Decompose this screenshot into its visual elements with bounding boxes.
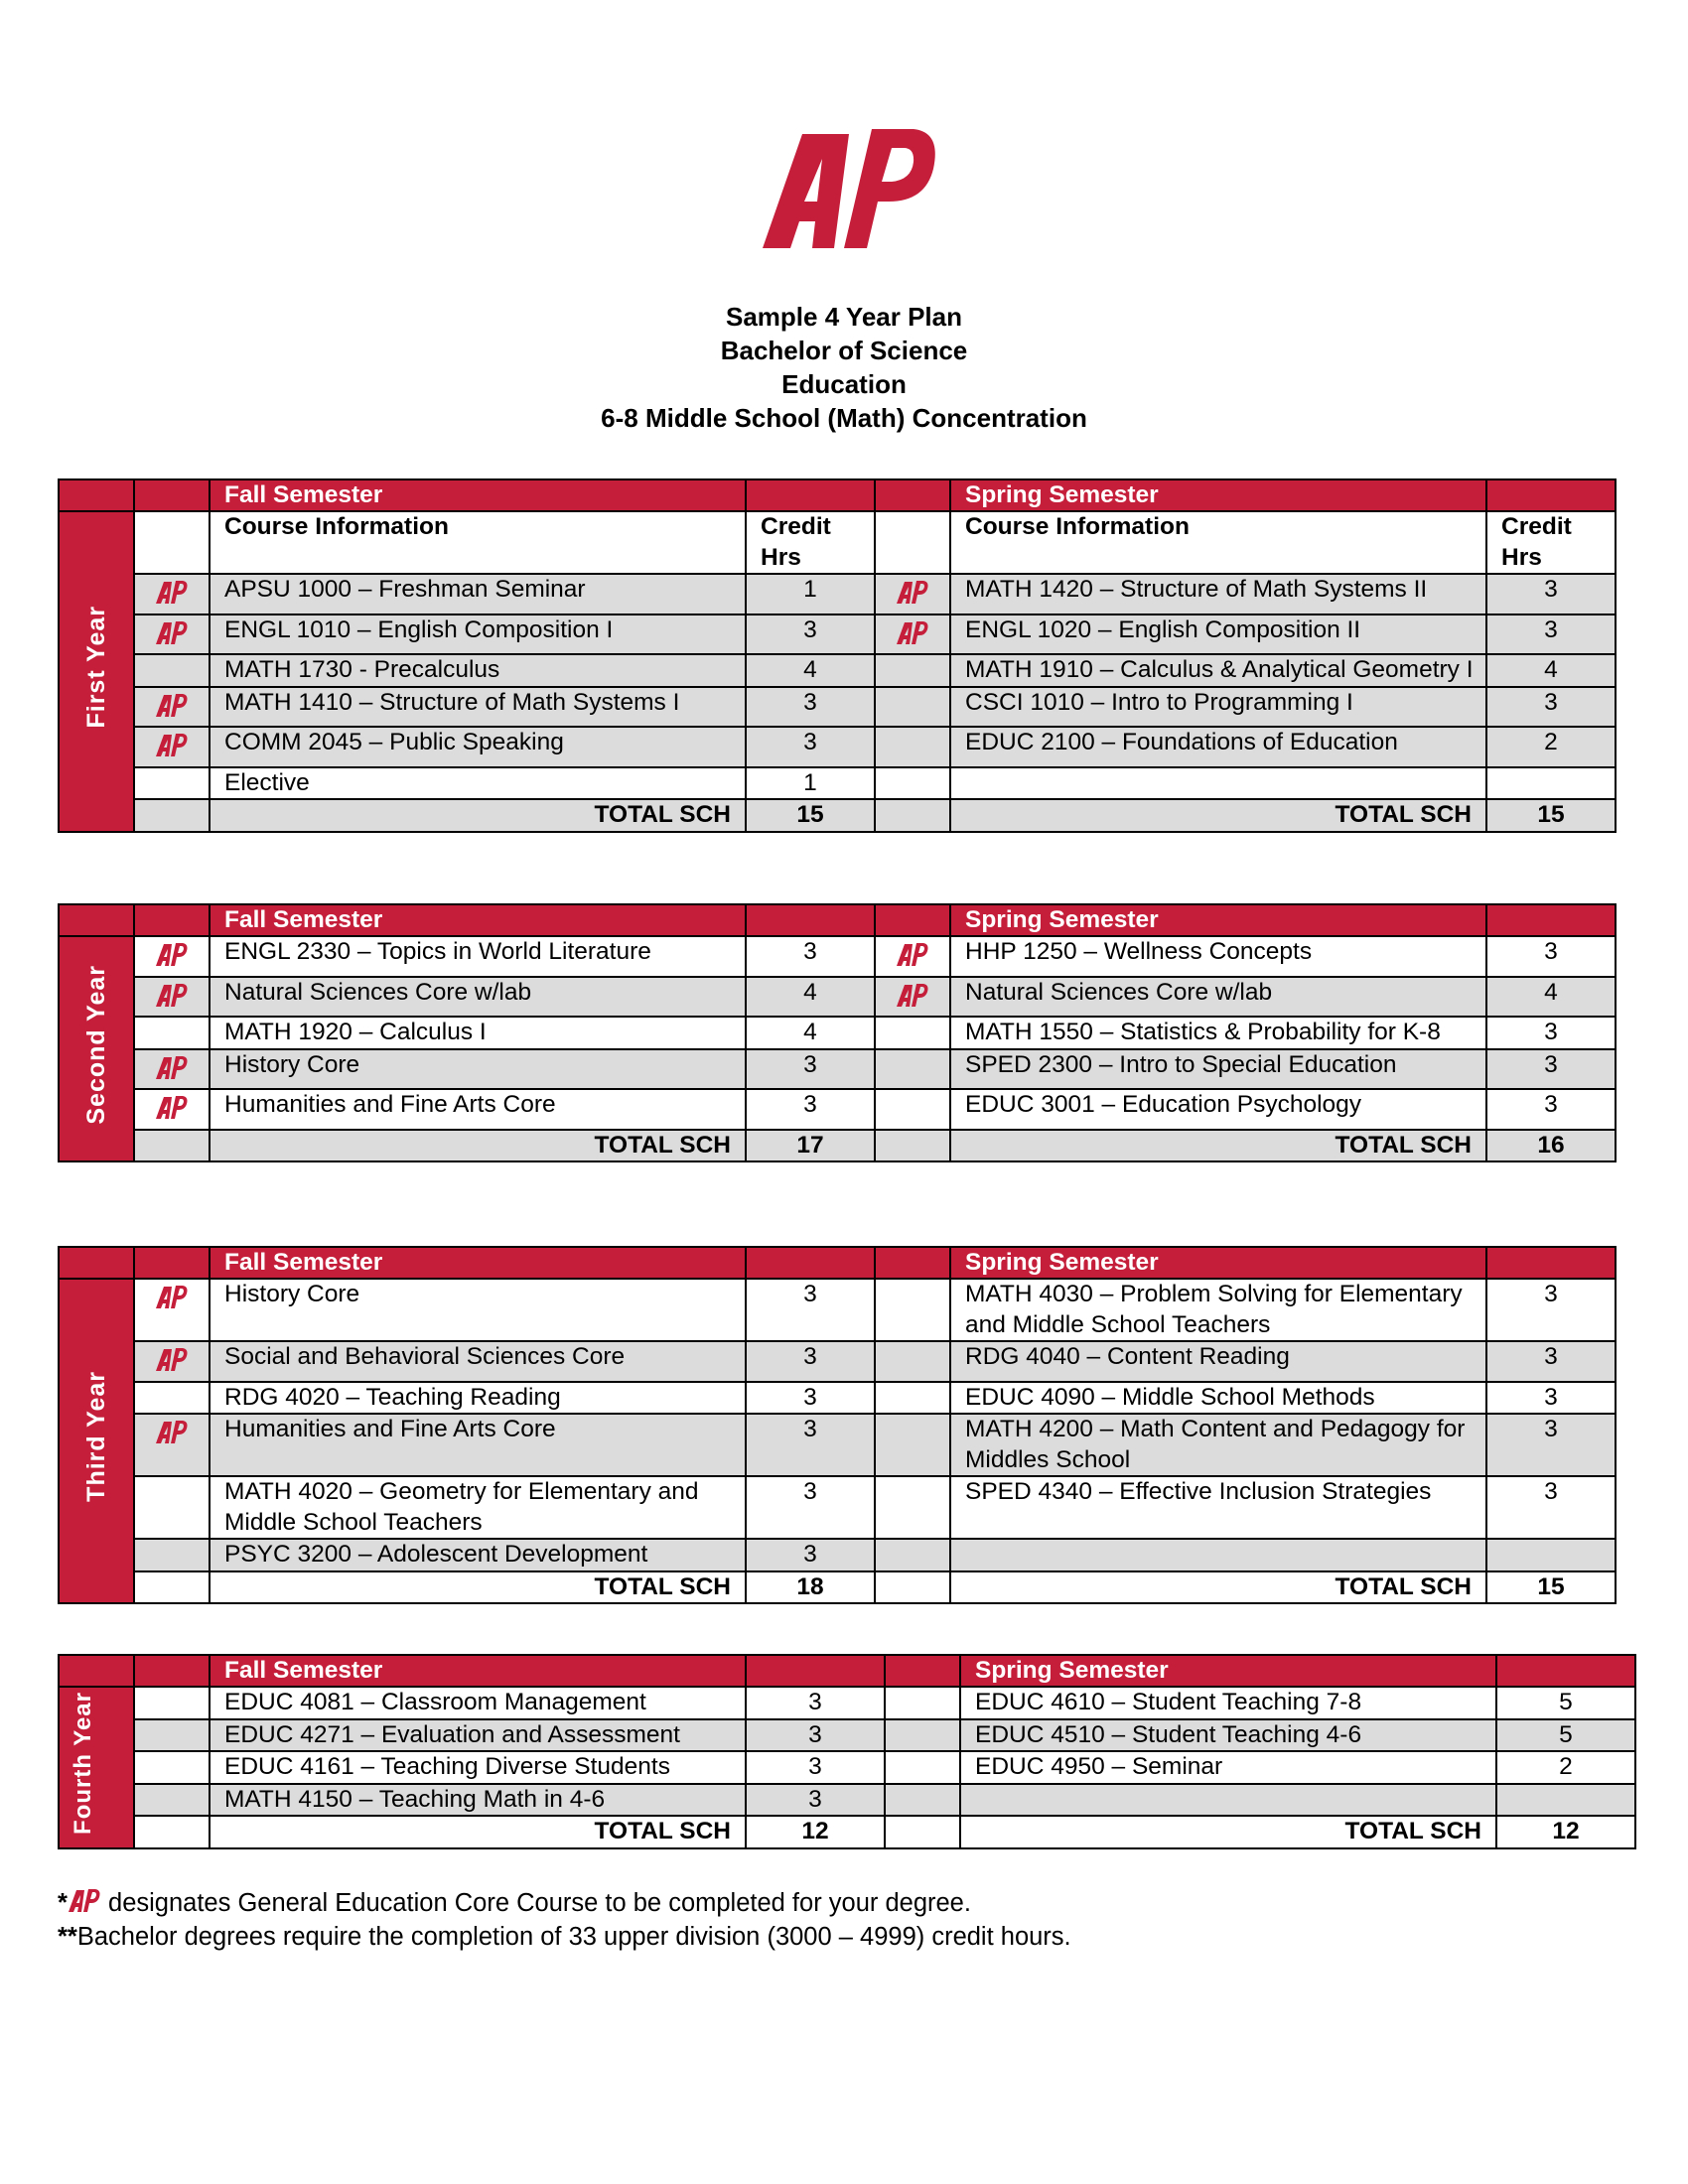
spring-core-marker	[875, 1382, 950, 1415]
course-row	[59, 574, 1616, 614]
fall-semester-header: Fall Semester	[210, 1247, 746, 1279]
fall-course: APSU 1000 – Freshman Seminar	[210, 574, 746, 614]
spring-core-marker	[875, 767, 950, 800]
fall-course: History Core	[210, 1279, 746, 1341]
spring-course: EDUC 4090 – Middle School Methods	[950, 1382, 1486, 1415]
spring-course: HHP 1250 – Wellness Concepts	[950, 936, 1486, 977]
title-line-3: Education	[781, 369, 907, 399]
spring-core-marker	[875, 1017, 950, 1049]
fall-credit: 3	[746, 1719, 885, 1752]
fall-core-marker	[134, 1017, 210, 1049]
year-name: First Year	[82, 606, 110, 729]
spring-course	[950, 767, 1486, 800]
spring-total-label: TOTAL SCH	[950, 799, 1486, 832]
fall-course: MATH 4020 – Geometry for Elementary and Middle School Teachers	[210, 1476, 746, 1539]
spring-course: MATH 1420 – Structure of Math Systems II	[950, 574, 1486, 614]
ap-core-icon	[155, 1094, 189, 1120]
total-icon-cell	[875, 1130, 950, 1162]
credit-hrs-header: Credit Hrs	[746, 511, 875, 574]
fall-total: 15	[746, 799, 875, 832]
spring-core-marker	[885, 1687, 960, 1719]
spring-core-marker	[875, 1539, 950, 1571]
spring-credit: 3	[1486, 1476, 1616, 1539]
footnote-star: *	[58, 1889, 68, 1917]
year-table	[58, 903, 1617, 1162]
spring-credit: 3	[1486, 1017, 1616, 1049]
spring-course: SPED 4340 – Effective Inclusion Strategies	[950, 1476, 1486, 1539]
fall-semester-header: Fall Semester	[210, 1655, 746, 1687]
credit-hrs-header: Credit Hrs	[1486, 511, 1616, 574]
total-row	[59, 1816, 1635, 1848]
fall-core-marker	[134, 654, 210, 687]
course-row	[59, 1414, 1616, 1476]
year-table	[58, 1246, 1617, 1604]
spring-core-marker	[885, 1751, 960, 1784]
year-name: Third Year	[82, 1371, 110, 1503]
spring-credit: 2	[1486, 727, 1616, 767]
spring-course: EDUC 3001 – Education Psychology	[950, 1089, 1486, 1130]
spring-core-marker	[875, 1089, 950, 1130]
year-label-cell	[59, 479, 134, 511]
fall-credit: 3	[746, 687, 875, 728]
fall-credit: 3	[746, 1476, 875, 1539]
course-row	[59, 1687, 1635, 1719]
icon-cell	[875, 511, 950, 574]
footnotes	[58, 1886, 1071, 1954]
header-icon-cell	[885, 1655, 960, 1687]
spring-credit: 3	[1486, 1049, 1616, 1090]
footnote-stars: **	[58, 1923, 77, 1951]
total-icon-cell	[875, 799, 950, 832]
ap-core-icon	[68, 1887, 101, 1913]
fall-credit-header	[746, 904, 875, 936]
fall-course: History Core	[210, 1049, 746, 1090]
course-info-header: Course Information	[950, 511, 1486, 574]
year-table	[58, 478, 1617, 833]
course-row	[59, 1089, 1616, 1130]
spring-core-marker	[885, 1719, 960, 1752]
spring-credit: 3	[1486, 1382, 1616, 1415]
fall-credit: 3	[746, 1089, 875, 1130]
course-row	[59, 1719, 1635, 1752]
total-icon-cell	[885, 1816, 960, 1848]
fall-total: 17	[746, 1130, 875, 1162]
ap-core-icon	[155, 1054, 189, 1080]
spring-credit-header	[1496, 1655, 1635, 1687]
footnote-upper-division	[58, 1920, 1071, 1954]
spring-credit: 3	[1486, 574, 1616, 614]
fall-semester-header: Fall Semester	[210, 479, 746, 511]
spring-core-marker	[875, 574, 950, 614]
fall-credit-header	[746, 1655, 885, 1687]
spring-course: RDG 4040 – Content Reading	[950, 1341, 1486, 1382]
title-line-1: Sample 4 Year Plan	[726, 302, 962, 332]
year-label	[59, 1279, 134, 1603]
fall-credit: 4	[746, 1017, 875, 1049]
ap-core-icon	[155, 732, 189, 757]
total-icon-cell	[134, 1130, 210, 1162]
year-name: Second Year	[82, 964, 110, 1125]
fall-course: EDUC 4271 – Evaluation and Assessment	[210, 1719, 746, 1752]
spring-course	[960, 1784, 1496, 1817]
spring-total-label: TOTAL SCH	[960, 1816, 1496, 1848]
total-icon-cell	[134, 799, 210, 832]
fall-course: Social and Behavioral Sciences Core	[210, 1341, 746, 1382]
fall-core-marker	[134, 1719, 210, 1752]
fall-credit: 3	[746, 1784, 885, 1817]
header-icon-cell	[134, 479, 210, 511]
fall-credit: 3	[746, 1687, 885, 1719]
header-icon-cell	[134, 1655, 210, 1687]
ap-core-icon	[155, 619, 189, 645]
year-name: Fourth Year	[70, 1692, 96, 1835]
fall-course: RDG 4020 – Teaching Reading	[210, 1382, 746, 1415]
spring-core-marker	[875, 654, 950, 687]
header-icon-cell	[134, 904, 210, 936]
fall-core-marker	[134, 1539, 210, 1571]
fall-credit: 3	[746, 1341, 875, 1382]
year-label	[59, 936, 134, 1161]
total-row	[59, 799, 1616, 832]
course-row	[59, 1751, 1635, 1784]
spring-semester-header: Spring Semester	[950, 1247, 1486, 1279]
fall-course: EDUC 4081 – Classroom Management	[210, 1687, 746, 1719]
spring-total: 12	[1496, 1816, 1635, 1848]
spring-total: 16	[1486, 1130, 1616, 1162]
ap-core-icon	[155, 1284, 189, 1309]
spring-course: EDUC 4610 – Student Teaching 7-8	[960, 1687, 1496, 1719]
fall-course: Humanities and Fine Arts Core	[210, 1414, 746, 1476]
total-row	[59, 1130, 1616, 1162]
footnote-text-2: Bachelor degrees require the completion of 33 upper division (3000 – 4999) credit hours.	[76, 1923, 1071, 1951]
fall-core-marker	[134, 574, 210, 614]
spring-credit: 4	[1486, 654, 1616, 687]
spring-total: 15	[1486, 1571, 1616, 1604]
fall-core-marker	[134, 1341, 210, 1382]
footnote-core	[58, 1886, 1071, 1920]
course-row	[59, 1017, 1616, 1049]
ap-core-icon	[155, 692, 189, 718]
year-label-cell	[59, 1247, 134, 1279]
fall-course: COMM 2045 – Public Speaking	[210, 727, 746, 767]
fall-credit: 3	[746, 1382, 875, 1415]
spring-core-marker	[875, 936, 950, 977]
fall-course: Natural Sciences Core w/lab	[210, 977, 746, 1018]
spring-course: CSCI 1010 – Intro to Programming I	[950, 687, 1486, 728]
fall-course: Elective	[210, 767, 746, 800]
plan-title	[0, 300, 1688, 435]
fall-course: MATH 1730 - Precalculus	[210, 654, 746, 687]
spring-core-marker	[875, 1049, 950, 1090]
spring-core-marker	[875, 1341, 950, 1382]
ap-core-icon	[155, 579, 189, 605]
ap-core-icon	[155, 1346, 189, 1372]
course-row	[59, 654, 1616, 687]
spring-course: MATH 4200 – Math Content and Pedagogy for Middles School	[950, 1414, 1486, 1476]
fall-course: MATH 1920 – Calculus I	[210, 1017, 746, 1049]
course-row	[59, 1279, 1616, 1341]
spring-credit: 3	[1486, 614, 1616, 655]
fall-total-label: TOTAL SCH	[210, 1571, 746, 1604]
fall-credit: 1	[746, 574, 875, 614]
spring-core-marker	[875, 1414, 950, 1476]
fall-credit: 3	[746, 936, 875, 977]
spring-semester-header: Spring Semester	[950, 904, 1486, 936]
spring-credit: 4	[1486, 977, 1616, 1018]
spring-course: EDUC 4950 – Seminar	[960, 1751, 1496, 1784]
spring-core-marker	[875, 1279, 950, 1341]
spring-total: 15	[1486, 799, 1616, 832]
course-row	[59, 1539, 1616, 1571]
spring-semester-header: Spring Semester	[950, 479, 1486, 511]
header-icon-cell	[875, 1247, 950, 1279]
total-row	[59, 1571, 1616, 1604]
title-line-2: Bachelor of Science	[720, 336, 968, 365]
course-row	[59, 1341, 1616, 1382]
fall-total-label: TOTAL SCH	[210, 799, 746, 832]
year-label-cell	[59, 904, 134, 936]
spring-core-marker	[875, 977, 950, 1018]
spring-credit: 2	[1496, 1751, 1635, 1784]
course-row	[59, 936, 1616, 977]
fall-course: PSYC 3200 – Adolescent Development	[210, 1539, 746, 1571]
total-icon-cell	[134, 1571, 210, 1604]
spring-core-marker	[875, 727, 950, 767]
spring-credit: 3	[1486, 1414, 1616, 1476]
fall-credit: 3	[746, 1751, 885, 1784]
title-line-4: 6-8 Middle School (Math) Concentration	[601, 403, 1087, 433]
spring-course	[950, 1539, 1486, 1571]
icon-cell	[134, 511, 210, 574]
fall-total-label: TOTAL SCH	[210, 1816, 746, 1848]
fall-core-marker	[134, 727, 210, 767]
spring-credit-header	[1486, 479, 1616, 511]
spring-semester-header: Spring Semester	[960, 1655, 1496, 1687]
course-row	[59, 977, 1616, 1018]
fall-total: 18	[746, 1571, 875, 1604]
fall-credit: 1	[746, 767, 875, 800]
year-label	[59, 511, 134, 832]
spring-core-marker	[885, 1784, 960, 1817]
fall-core-marker	[134, 1279, 210, 1341]
footnote-text-1: designates General Education Core Course to be completed for your degree.	[100, 1889, 971, 1917]
course-row	[59, 614, 1616, 655]
total-icon-cell	[134, 1816, 210, 1848]
ap-core-icon	[896, 619, 929, 645]
header-icon-cell	[134, 1247, 210, 1279]
fall-core-marker	[134, 1687, 210, 1719]
fall-course: ENGL 1010 – English Composition I	[210, 614, 746, 655]
fall-core-marker	[134, 1784, 210, 1817]
fall-credit-header	[746, 1247, 875, 1279]
fall-core-marker	[134, 767, 210, 800]
spring-credit: 3	[1486, 936, 1616, 977]
fall-credit: 3	[746, 1539, 875, 1571]
spring-credit: 3	[1486, 1089, 1616, 1130]
fall-core-marker	[134, 1414, 210, 1476]
spring-course: MATH 1550 – Statistics & Probability for K-8	[950, 1017, 1486, 1049]
spring-core-marker	[875, 1476, 950, 1539]
fall-course: Humanities and Fine Arts Core	[210, 1089, 746, 1130]
spring-course: EDUC 4510 – Student Teaching 4-6	[960, 1719, 1496, 1752]
apsu-logo	[755, 114, 943, 263]
spring-course: MATH 1910 – Calculus & Analytical Geometry I	[950, 654, 1486, 687]
fall-core-marker	[134, 1476, 210, 1539]
course-row	[59, 1049, 1616, 1090]
fall-core-marker	[134, 687, 210, 728]
spring-total-label: TOTAL SCH	[950, 1571, 1486, 1604]
spring-course: ENGL 1020 – English Composition II	[950, 614, 1486, 655]
fall-course: MATH 1410 – Structure of Math Systems I	[210, 687, 746, 728]
ap-core-icon	[155, 941, 189, 967]
year-label-cell	[59, 1655, 134, 1687]
course-row	[59, 767, 1616, 800]
ap-core-icon	[896, 579, 929, 605]
course-row	[59, 1476, 1616, 1539]
spring-course: EDUC 2100 – Foundations of Education	[950, 727, 1486, 767]
spring-core-marker	[875, 614, 950, 655]
course-row	[59, 727, 1616, 767]
spring-course: MATH 4030 – Problem Solving for Elementary and Middle School Teachers	[950, 1279, 1486, 1341]
ap-core-icon	[896, 982, 929, 1008]
fall-course: ENGL 2330 – Topics in World Literature	[210, 936, 746, 977]
fall-semester-header: Fall Semester	[210, 904, 746, 936]
spring-credit	[1486, 1539, 1616, 1571]
fall-core-marker	[134, 614, 210, 655]
fall-core-marker	[134, 1382, 210, 1415]
fall-core-marker	[134, 977, 210, 1018]
header-icon-cell	[875, 479, 950, 511]
course-row	[59, 687, 1616, 728]
fall-core-marker	[134, 1049, 210, 1090]
fall-credit-header	[746, 479, 875, 511]
year-label	[59, 1687, 134, 1848]
fall-total-label: TOTAL SCH	[210, 1130, 746, 1162]
fall-credit: 3	[746, 1049, 875, 1090]
ap-core-icon	[155, 982, 189, 1008]
fall-credit: 3	[746, 727, 875, 767]
fall-credit: 4	[746, 977, 875, 1018]
course-row	[59, 1784, 1635, 1817]
spring-total-label: TOTAL SCH	[950, 1130, 1486, 1162]
spring-core-marker	[875, 687, 950, 728]
spring-credit	[1486, 767, 1616, 800]
ap-core-icon	[155, 1419, 189, 1444]
header-icon-cell	[875, 904, 950, 936]
spring-credit: 5	[1496, 1719, 1635, 1752]
ap-core-icon	[896, 941, 929, 967]
spring-credit-header	[1486, 1247, 1616, 1279]
fall-credit: 3	[746, 1279, 875, 1341]
fall-course: EDUC 4161 – Teaching Diverse Students	[210, 1751, 746, 1784]
fall-course: MATH 4150 – Teaching Math in 4-6	[210, 1784, 746, 1817]
spring-credit: 3	[1486, 1279, 1616, 1341]
total-icon-cell	[875, 1571, 950, 1604]
spring-course: SPED 2300 – Intro to Special Education	[950, 1049, 1486, 1090]
course-info-header: Course Information	[210, 511, 746, 574]
spring-credit-header	[1486, 904, 1616, 936]
fall-credit: 3	[746, 1414, 875, 1476]
fall-credit: 3	[746, 614, 875, 655]
spring-credit	[1496, 1784, 1635, 1817]
year-table	[58, 1654, 1636, 1849]
fall-credit: 4	[746, 654, 875, 687]
fall-core-marker	[134, 936, 210, 977]
spring-credit: 5	[1496, 1687, 1635, 1719]
fall-core-marker	[134, 1089, 210, 1130]
fall-total: 12	[746, 1816, 885, 1848]
spring-course: Natural Sciences Core w/lab	[950, 977, 1486, 1018]
fall-core-marker	[134, 1751, 210, 1784]
spring-credit: 3	[1486, 1341, 1616, 1382]
course-row	[59, 1382, 1616, 1415]
spring-credit: 3	[1486, 687, 1616, 728]
